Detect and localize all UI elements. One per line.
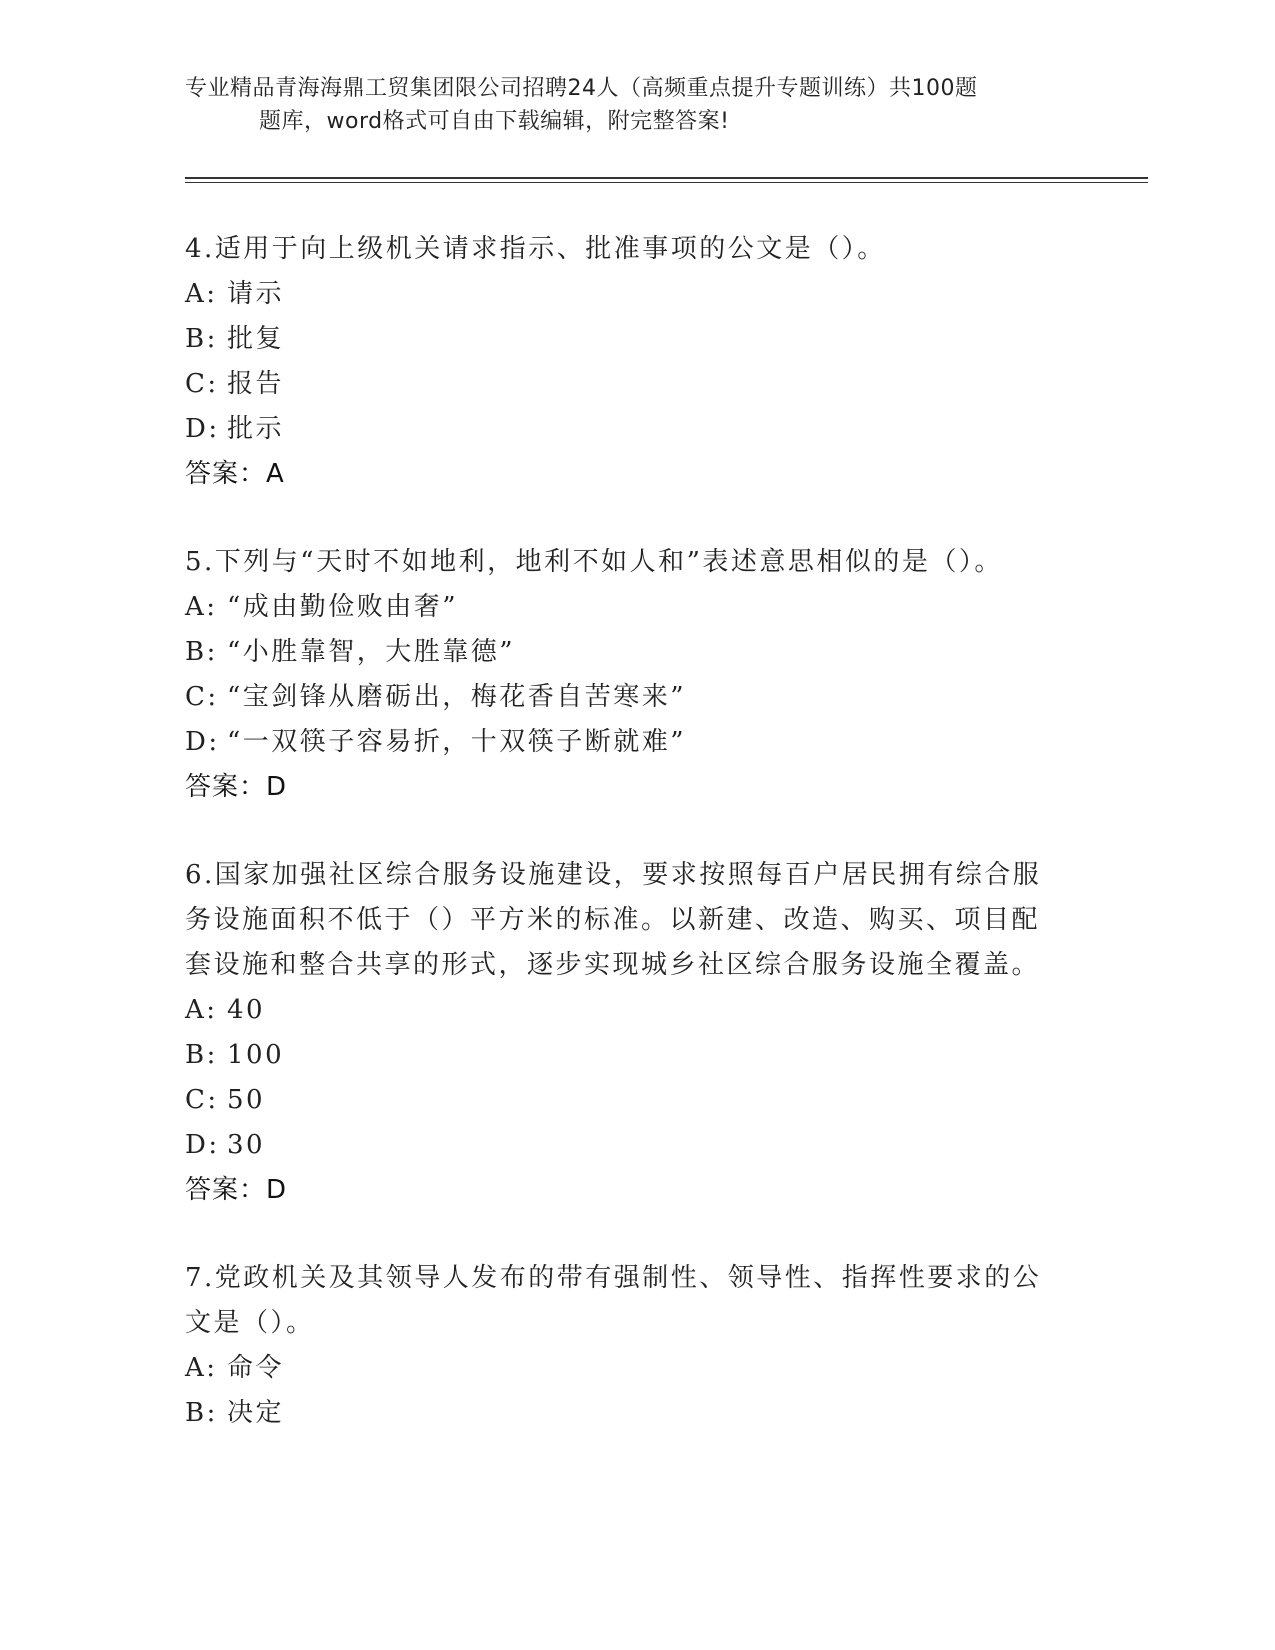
question-option [185, 720, 1065, 765]
option-text: 100 [227, 1040, 285, 1070]
question-answer: 答案：D [185, 1175, 288, 1205]
option-key: D: [185, 1130, 220, 1160]
question-answer: 答案：D [185, 772, 288, 802]
option-key: C: [185, 369, 219, 399]
option-key: B: [185, 324, 218, 354]
question-item [185, 1256, 1065, 1436]
option-text: 40 [227, 995, 266, 1025]
question-option [185, 272, 1065, 317]
header-title-line1: 专业精品青海海鼎工贸集团限公司招聘24人（高频重点提升专题训练）共100题 [185, 76, 978, 101]
option-text: 报告 [227, 369, 285, 399]
option-text: 请示 [227, 279, 285, 309]
question-item [185, 853, 1065, 1213]
question-option [185, 675, 1065, 720]
option-key: B: [185, 1040, 218, 1070]
question-option [185, 1078, 1065, 1123]
question-answer: 答案：A [185, 459, 285, 489]
option-key: D: [185, 727, 220, 757]
option-key: A: [185, 1353, 218, 1383]
header-title-line2: 题库，word格式可自由下载编辑，附完整答案! [259, 109, 730, 134]
document-header [185, 72, 1085, 138]
question-item [185, 540, 1065, 810]
question-option [185, 585, 1065, 630]
option-text: “一双筷子容易折，十双筷子断就难” [227, 727, 687, 757]
option-text: 决定 [227, 1398, 285, 1428]
question-option [185, 362, 1065, 407]
question-stem: 4.适用于向上级机关请求指示、批准事项的公文是（）。 [185, 234, 886, 264]
option-text: 30 [227, 1130, 266, 1160]
question-stem: 7.党政机关及其领导人发布的带有强制性、领导性、指挥性要求的公文是（）。 [185, 1263, 1042, 1338]
header-divider-thin [185, 182, 1148, 183]
question-list [185, 227, 1065, 1479]
option-text: 批复 [227, 324, 285, 354]
question-option [185, 317, 1065, 362]
option-text: “成由勤俭败由奢” [227, 592, 459, 622]
option-text: “宝剑锋从磨砺出，梅花香自苦寒来” [227, 682, 687, 712]
question-option [185, 630, 1065, 675]
question-item [185, 227, 1065, 497]
question-option [185, 1123, 1065, 1168]
question-option [185, 1033, 1065, 1078]
option-text: 50 [227, 1085, 266, 1115]
option-key: C: [185, 1085, 219, 1115]
option-key: B: [185, 1398, 218, 1428]
question-option [185, 988, 1065, 1033]
option-key: C: [185, 682, 219, 712]
option-text: 命令 [227, 1353, 285, 1383]
question-option [185, 1346, 1065, 1391]
question-option [185, 1391, 1065, 1436]
option-key: A: [185, 279, 218, 309]
header-divider-thick [185, 177, 1148, 179]
option-key: B: [185, 637, 218, 667]
option-key: A: [185, 592, 218, 622]
option-text: 批示 [227, 414, 285, 444]
question-stem: 6.国家加强社区综合服务设施建设，要求按照每百户居民拥有综合服务设施面积不低于（）平方米的标准。以新建、改造、购买、项目配套设施和整合共享的形式，逐步实现城乡社区综合服务设施全覆盖。 [185, 860, 1042, 980]
option-text: “小胜靠智，大胜靠德” [227, 637, 516, 667]
option-key: D: [185, 414, 220, 444]
question-option [185, 407, 1065, 452]
question-stem: 5.下列与“天时不如地利，地利不如人和”表述意思相似的是（）。 [185, 547, 1003, 577]
option-key: A: [185, 995, 218, 1025]
